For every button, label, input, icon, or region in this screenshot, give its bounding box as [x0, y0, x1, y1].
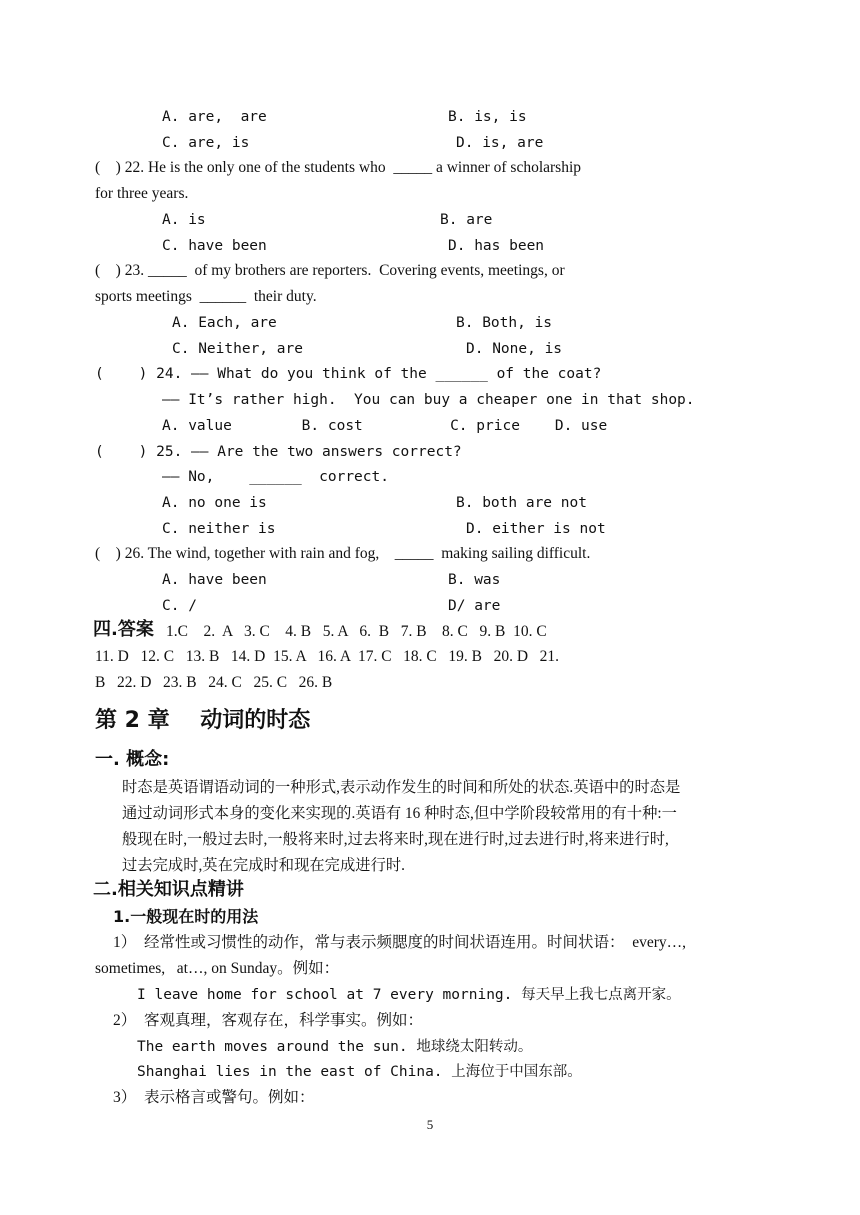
question-24: ( ) 24. —— What do you think of the ______ of the coat? [95, 366, 602, 382]
chapter-title: 第 2 章 动词的时态 [95, 708, 311, 733]
concept-line: 般现在时,一般过去时,一般将来时,过去将来时,现在进行时,过去进行时,将来进行时, [122, 831, 669, 848]
option-b: B. was [448, 572, 501, 588]
option-d: D. either is not [466, 521, 606, 537]
example-sentence: Shanghai lies in the east of China. 上海位于中国东部。 [137, 1064, 582, 1080]
option-a: A. no one is [162, 495, 267, 511]
option-b: B. is, is [448, 109, 527, 125]
question-25: ( ) 25. —— Are the two answers correct? [95, 444, 462, 460]
concept-line: 时态是英语谓语动词的一种形式,表示动作发生的时间和所处的状态.英语中的时态是 [122, 779, 681, 796]
option-c: C. have been [162, 238, 267, 254]
usage-item-1: 1） 经常性或习惯性的动作，常与表示频腮度的时间状语连用。时间状语： every…, [113, 934, 687, 951]
option-c: C. / [162, 598, 197, 614]
page-number: 5 [426, 1117, 434, 1132]
option-d: D/ are [448, 598, 501, 614]
option-b: B. Both, is [456, 315, 553, 331]
option-c: C. Neither, are [172, 341, 303, 357]
concept-heading: 一. 概念: [95, 749, 170, 770]
answers-line-1: 1.C 2. A 3. C 4. B 5. A 6. B 7. B 8. C 9. B 10. C [166, 623, 547, 640]
question-24-cont: —— It’s rather high. You can buy a cheaper one in that shop. [162, 392, 695, 408]
question-25-cont: —— No, ______ correct. [162, 469, 389, 485]
option-d: D. is, are [456, 135, 544, 151]
option-b: B. both are not [456, 495, 587, 511]
example-sentence: I leave home for school at 7 every morning. 每天早上我七点离开家。 [137, 987, 681, 1003]
concept-line: 过去完成时,英在完成时和现在完成进行时. [122, 857, 405, 874]
option-c: C. are, is [162, 135, 250, 151]
question-23: ( ) 23. _____ of my brothers are reporters. Covering events, meetings, or [95, 262, 565, 279]
answers-line-3: B 22. D 23. B 24. C 25. C 26. B [95, 674, 333, 691]
option-a: A. Each, are [172, 315, 277, 331]
usage-item-3: 3） 表示格言或警句。例如： [113, 1089, 315, 1106]
answers-heading: 四.答案 [93, 619, 154, 640]
option-a: A. are, are [162, 109, 267, 125]
question-26: ( ) 26. The wind, together with rain and fog, _____ making sailing difficult. [95, 545, 591, 562]
concept-line: 通过动词形式本身的变化来实现的.英语有 16 种时态,但中学阶段较常用的有十种:一 [122, 805, 677, 822]
sub-heading-present-simple: 1.一般现在时的用法 [113, 907, 259, 926]
usage-item-2: 2） 客观真理，客观存在，科学事实。例如： [113, 1012, 424, 1029]
question-22-cont: for three years. [95, 185, 189, 202]
option-c: C. neither is [162, 521, 276, 537]
options-24: A. value B. cost C. price D. use [162, 418, 608, 434]
answers-line-2: 11. D 12. C 13. B 14. D 15. A 16. A 17. C 18. C 19. B 20. D 21. [95, 648, 560, 665]
option-d: D. None, is [466, 341, 563, 357]
option-a: A. have been [162, 572, 267, 588]
knowledge-heading: 二.相关知识点精讲 [93, 879, 244, 900]
example-sentence: The earth moves around the sun. 地球绕太阳转动。 [137, 1039, 533, 1055]
question-23-cont: sports meetings ______ their duty. [95, 288, 317, 305]
question-22: ( ) 22. He is the only one of the students who _____ a winner of scholarship [95, 159, 582, 176]
usage-item-1-cont: sometimes, at…, on Sunday。例如： [95, 960, 340, 977]
option-d: D. has been [448, 238, 545, 254]
option-b: B. are [440, 212, 493, 228]
option-a: A. is [162, 212, 206, 228]
